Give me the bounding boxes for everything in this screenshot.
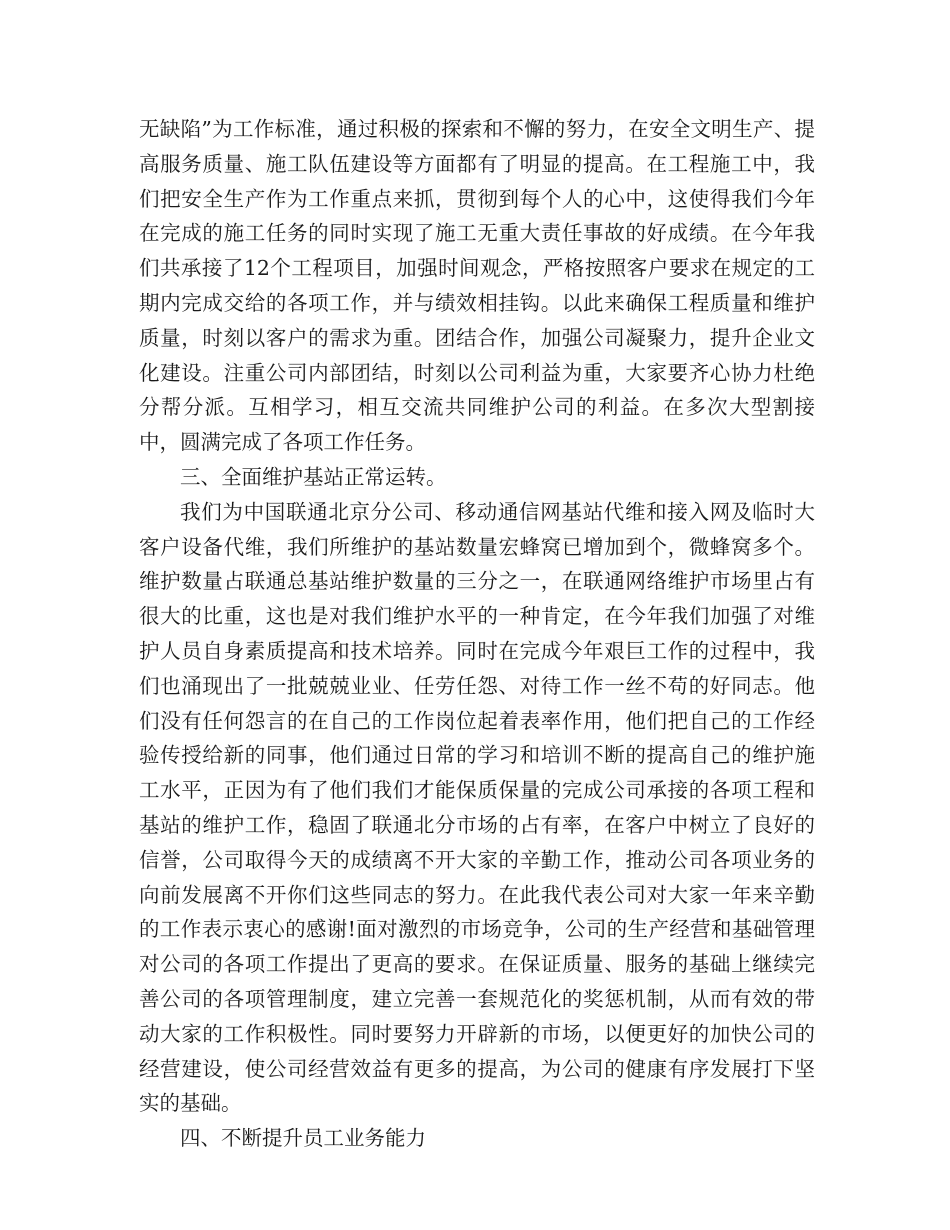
section-heading-three: 三、全面维护基站正常运转。 bbox=[180, 464, 447, 489]
body-paragraph: 我们为中国联通北京分公司、移动通信网基站代维和接入网及临时大客户设备代维，我们所维护的基站数量宏蜂窝已增加到个，微蜂窝多个。维护数量占联通总基站维护数量的三分之一，在联通网络维护市场里占有很大的比重，这也是对我们维护水平的一种肯定，在今年我们加强了对维护人员自身素质提高和技术培养。同时在完成今年艰巨工作的过程中，我们也涌现出了一批兢兢业业、任劳任怨、对待工作一丝不苟的好同志。他们没有任何怨言的在自己的工作岗位起着表率作用，他们把自己的工作经验传授给新的同事，他们通过日常的学习和培训不断的提高自己的维护施工水平，正因为有了他们我们才能保质保量的完成公司承接的各项工程和基站的维护工作，稳固了联通北分市场的占有率，在客户中树立了良好的信誉，公司取得今天的成绩离不开大家的辛勤工作，推动公司各项业务的向前发展离不开你们这些同志的努力。在此我代表公司对大家一年来辛勤的工作表示衷心的感谢!面对激烈的市场竞争，公司的生产经营和基础管理对公司的各项工作提出了更高的要求。在保证质量、服务的基础上继续完善公司的各项管理制度，建立完善一套规范化的奖惩机制，从而有效的带动大家的工作积极性。同时要努力开辟新的市场，以便更好的加快公司的经营建设，使公司经营效益有更多的提高，为公司的健康有序发展打下坚实的基础。 bbox=[139, 499, 815, 1116]
document-page bbox=[139, 112, 815, 1156]
body-paragraph: 无缺陷”为工作标准，通过积极的探索和不懈的努力，在安全文明生产、提高服务质量、施工队伍建设等方面都有了明显的提高。在工程施工中，我们把安全生产作为工作重点来抓，贯彻到每个人的心中，这使得我们今年在完成的施工任务的同时实现了施工无重大责任事故的好成绩。在今年我们共承接了12个工程项目，加强时间观念，严格按照客户要求在规定的工期内完成交给的各项工作，并与绩效相挂钩。以此来确保工程质量和维护质量，时刻以客户的需求为重。团结合作，加强公司凝聚力，提升企业文化建设。注重公司内部团结，时刻以公司利益为重，大家要齐心协力杜绝分帮分派。互相学习，相互交流共同维护公司的利益。在多次大型割接中，圆满完成了各项工作任务。 bbox=[139, 117, 815, 455]
section-heading-four: 四、不断提升员工业务能力 bbox=[180, 1126, 426, 1151]
